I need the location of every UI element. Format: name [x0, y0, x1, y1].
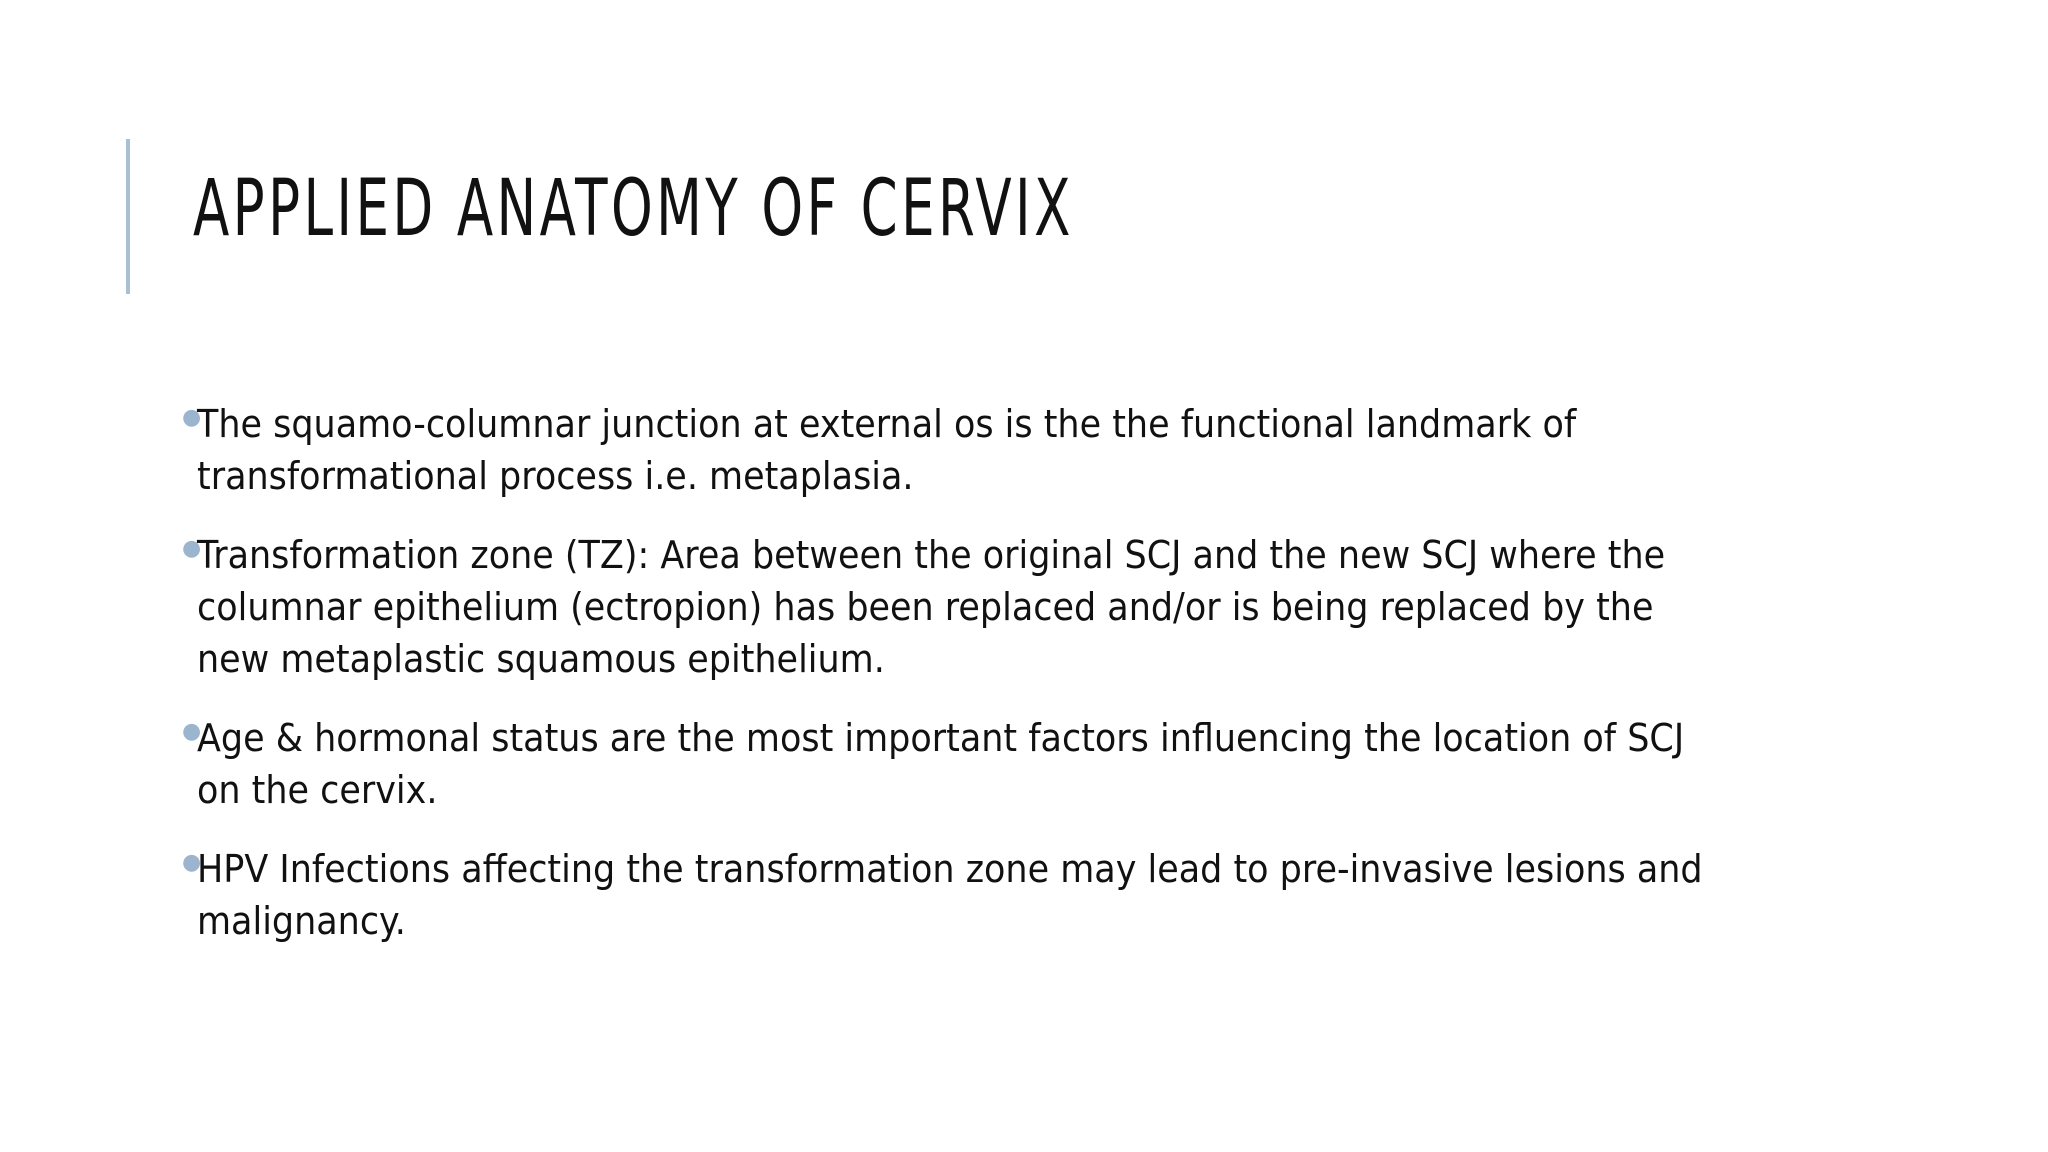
bullet-item-1	[182, 398, 1862, 502]
slide-title: APPLIED ANATOMY OF CERVIX	[193, 164, 1074, 254]
bullet-line: new metaplastic squamous epithelium.	[197, 637, 885, 681]
bullet-dot-icon: ●	[182, 405, 202, 430]
bullet-dot-icon: ●	[182, 719, 202, 744]
bullet-item-2	[182, 529, 1862, 685]
bullet-dot-icon: ●	[182, 536, 202, 561]
bullet-line: transformational process i.e. metaplasia.	[197, 454, 914, 498]
bullet-text	[197, 529, 1729, 685]
bullet-list	[182, 398, 1862, 974]
bullet-text	[197, 398, 1729, 502]
bullet-item-3	[182, 712, 1862, 816]
bullet-line: The squamo-columnar junction at external os is the the functional landmark of	[197, 402, 1577, 446]
title-accent-bar	[126, 139, 130, 294]
bullet-line: on the cervix.	[197, 768, 438, 812]
bullet-text	[197, 843, 1729, 947]
bullet-line: columnar epithelium (ectropion) has been replaced and/or is being replaced by the	[197, 585, 1654, 629]
bullet-line: malignancy.	[197, 899, 406, 943]
bullet-dot-icon: ●	[182, 850, 202, 875]
bullet-line: Transformation zone (TZ): Area between the original SCJ and the new SCJ where the	[197, 533, 1666, 577]
bullet-item-4	[182, 843, 1862, 947]
bullet-line: HPV Infections affecting the transformation zone may lead to pre-invasive lesions and	[197, 847, 1703, 891]
bullet-line: Age & hormonal status are the most important factors influencing the location of SCJ	[197, 716, 1685, 760]
bullet-text	[197, 712, 1729, 816]
